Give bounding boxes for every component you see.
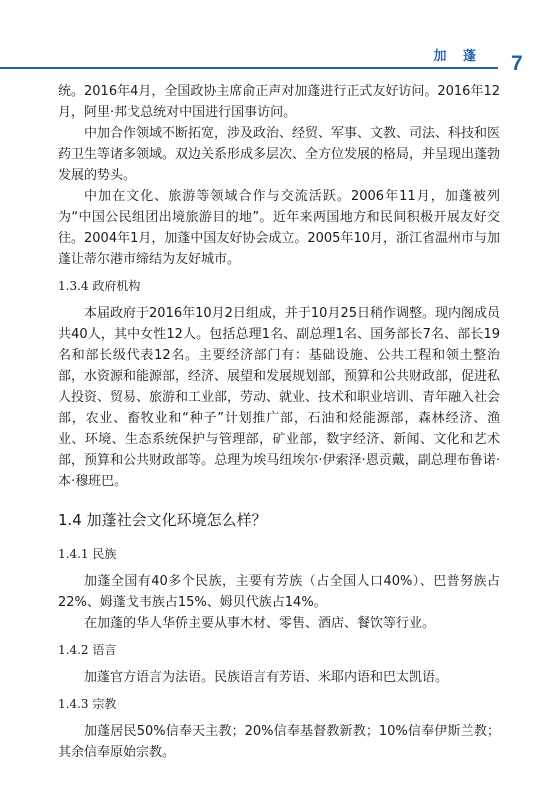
section-heading-social-culture: 1.4 加蓬社会文化环境怎么样？ [58, 511, 267, 529]
paragraph-ethnic-groups: 加蓬全国有40多个民族，主要有芳族（占全国人口40%）、巴普努族占22%、姆蓬戈韦族占15%、姆贝代族占14%。 [58, 574, 500, 610]
page-body [58, 81, 500, 763]
paragraph-religion: 加蓬居民50%信奉天主教；20%信奉基督教新教；10%信奉伊斯兰教；其余信奉原始宗教。 [58, 724, 500, 760]
section-heading-ethnic-groups: 1.4.1 民族 [58, 547, 117, 561]
section-heading-government: 1.3.4 政府机构 [58, 279, 141, 293]
running-header-title: 加 蓬 [433, 49, 482, 64]
paragraph-overseas-chinese: 在加蓬的华人华侨主要从事木材、零售、酒店、餐饮等行业。 [84, 616, 436, 631]
section-heading-language: 1.4.2 语言 [58, 643, 117, 657]
running-header [0, 37, 498, 69]
paragraph-continued: 统。2016年4月，全国政协主席俞正声对加蓬进行正式友好访问。2016年12月，阿里·邦戈总统对中国进行国事访问。 [58, 84, 500, 120]
page-number: 7 [511, 52, 523, 75]
section-heading-religion: 1.4.3 宗教 [58, 697, 117, 711]
paragraph-government: 本届政府于2016年10月2日组成，并于10月25日稍作调整。现内阁成员共40人，其中女性12人。包括总理1名、副总理1名、国务部长7名、部长19名和部长级代表12名。主要经济部门有：基础设施、公共工程和领土整治部，水资源和能源部，经济、展望和发展规划部，预算和公共财政部，促进私人投资、贸易、旅游和工业部，劳动、就业、技术和职业培训、青年融入社会部，农业、畜牧业和“种子”计划推广部，石油和烃能源部，森林经济、渔业、环境、生态系统保护与管理部，矿业部，数字经济、新闻、文化和艺术部，预算和公共财政部等。总理为埃马纽埃尔·伊索泽·恩贡戴，副总理布鲁诺·本·穆班巴。 [58, 306, 501, 489]
paragraph-cooperation: 中加合作领域不断拓宽，涉及政治、经贸、军事、文教、司法、科技和医药卫生等诸多领域。双边关系形成多层次、全方位发展的格局，并呈现出蓬勃发展的势头。 [58, 126, 501, 183]
paragraph-culture-tourism: 中加在文化、旅游等领域合作与交流活跃。2006年11月，加蓬被列为“中国公民组团出境旅游目的地”。近年来两国地方和民间积极开展友好交往。2004年1月，加蓬中国友好协会成立。2005年10月，浙江省温州市与加蓬让蒂尔港市缔结为友好城市。 [58, 189, 500, 267]
paragraph-language: 加蓬官方语言为法语。民族语言有芳语、米耶内语和巴太凯语。 [84, 670, 449, 685]
